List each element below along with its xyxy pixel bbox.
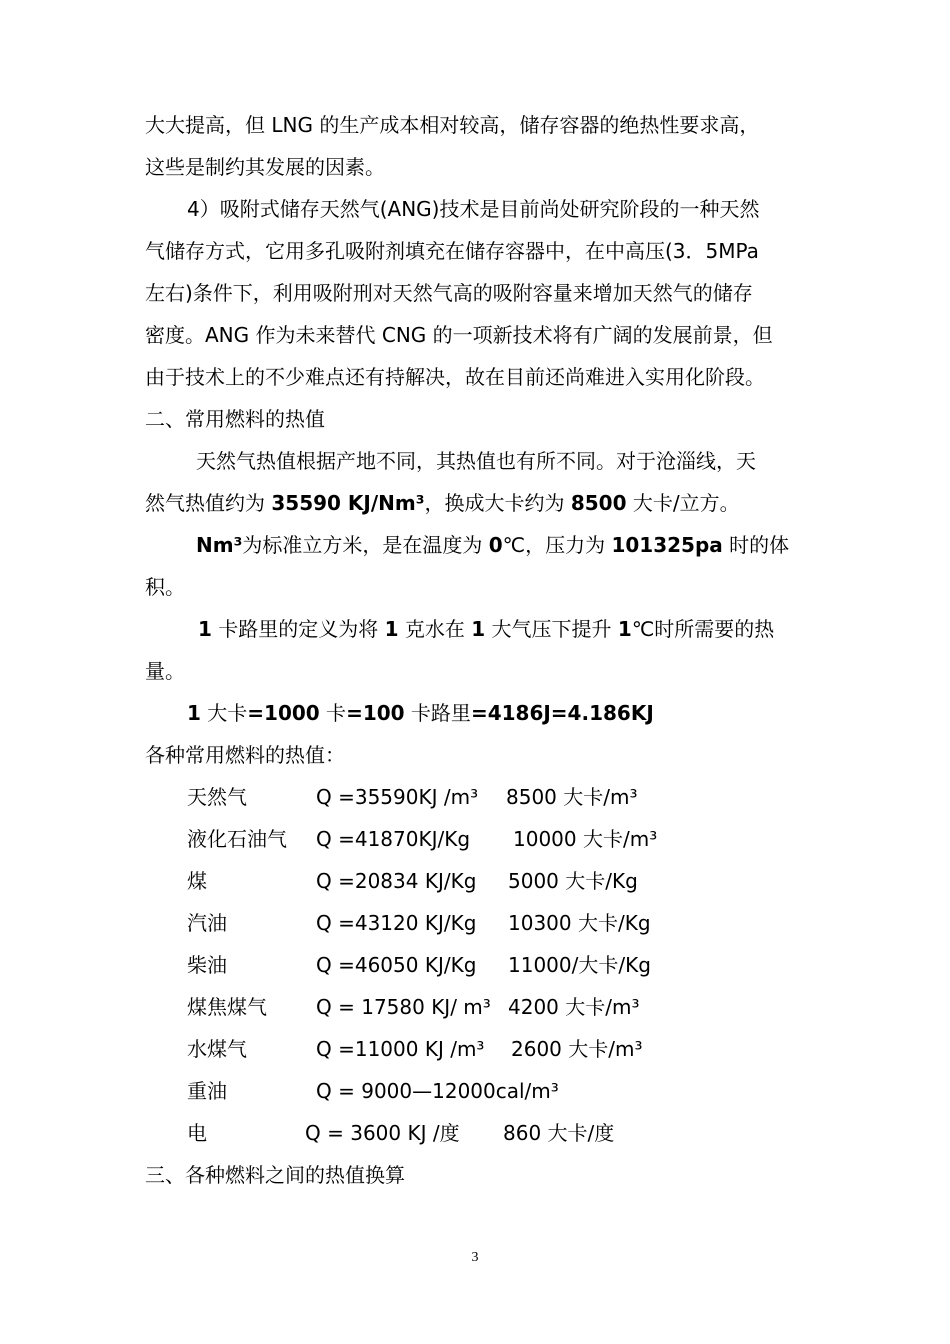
section-heading: 二、常用燃料的热值 [145, 407, 325, 431]
fuel-kcal-value: 2600 大卡/m³ [511, 1037, 643, 1061]
page-number: 3 [471, 1250, 479, 1265]
text-run: 卡 [319, 701, 347, 725]
fuel-heat-value: Q =20834 KJ/Kg [316, 869, 477, 893]
pressure-value: 101325pa [611, 533, 723, 557]
fuel-heat-value: Q = 17580 KJ/ m³ [316, 995, 491, 1019]
fuel-name: 天然气 [187, 785, 247, 809]
temperature-value: 0 [488, 533, 503, 557]
paragraph-line: 左右)条件下，利用吸附刑对天然气高的吸附容量来增加天然气的储存 [145, 281, 753, 305]
fuel-heat-value: Q =11000 KJ /m³ [316, 1037, 485, 1061]
fuel-kcal-value: 5000 大卡/Kg [508, 869, 638, 893]
paragraph-line: 大大提高，但 LNG 的生产成本相对较高，储存容器的绝热性要求高， [145, 113, 760, 137]
number: =1000 [247, 701, 320, 725]
number: =4186J=4.186KJ [470, 701, 654, 725]
paragraph-line [196, 532, 789, 558]
fuel-name: 电 [187, 1121, 207, 1145]
number: 1 [471, 617, 486, 641]
fuel-name: 煤焦煤气 [187, 995, 267, 1019]
text-run: 为标准立方米，是在温度为 [242, 533, 489, 557]
paragraph-line: 4）吸附式储存天然气(ANG)技术是目前尚处研究阶段的一种天然 [187, 197, 760, 221]
text-run: 然气热值约为 [145, 491, 272, 515]
fuel-heat-value: Q = 3600 KJ /度 [305, 1121, 460, 1145]
unit-term: Nm³ [196, 533, 243, 557]
fuel-heat-value: Q =43120 KJ/Kg [316, 911, 477, 935]
paragraph-line: 积。 [145, 575, 185, 599]
text-run: 大卡/立方。 [626, 491, 740, 515]
fuel-heat-value: Q =46050 KJ/Kg [316, 953, 477, 977]
fuel-name: 重油 [187, 1079, 227, 1103]
number: 1 [384, 617, 399, 641]
fuel-kcal-value: 11000/大卡/Kg [508, 953, 651, 977]
paragraph-line: 由于技术上的不少难点还有持解决，故在目前还尚难进入实用化阶段。 [145, 365, 765, 389]
paragraph-line: 量。 [145, 659, 185, 683]
conversion-formula [187, 700, 654, 726]
text-run: 卡路里的定义为将 [211, 617, 385, 641]
text-run: ℃，压力为 [502, 533, 612, 557]
fuel-kcal-value: 860 大卡/度 [503, 1121, 615, 1145]
number: 1 [187, 701, 201, 725]
text-run: 时的体 [722, 533, 790, 557]
number: 1 [617, 617, 632, 641]
fuel-kcal-value: 8500 大卡/m³ [506, 785, 638, 809]
fuel-name: 液化石油气 [187, 827, 287, 851]
fuel-heat-value: Q =41870KJ/Kg [316, 827, 471, 851]
paragraph-line: 气储存方式，它用多孔吸附剂填充在储存容器中，在中高压(3．5MPa [145, 239, 759, 263]
text-run: ，换成大卡约为 [424, 491, 571, 515]
heat-value: 35590 KJ/Nm³ [271, 491, 425, 515]
fuel-kcal-value: 4200 大卡/m³ [508, 995, 640, 1019]
paragraph-line: 这些是制约其发展的因素。 [145, 155, 385, 179]
text-run: 克水在 [398, 617, 472, 641]
fuel-kcal-value: 10300 大卡/Kg [508, 911, 651, 935]
kcal-value: 8500 [570, 491, 627, 515]
number: 1 [198, 617, 212, 641]
paragraph-line: 天然气热值根据产地不同，其热值也有所不同。对于沧淄线，天 [196, 449, 756, 473]
paragraph-line [145, 490, 740, 516]
text-run: 大气压下提升 [485, 617, 618, 641]
section-heading: 三、各种燃料之间的热值换算 [145, 1163, 405, 1187]
text-run: 卡路里 [404, 701, 471, 725]
fuel-kcal-value: 10000 大卡/m³ [513, 827, 658, 851]
fuel-heat-value: Q =35590KJ /m³ [316, 785, 479, 809]
fuel-name: 煤 [187, 869, 207, 893]
list-heading: 各种常用燃料的热值： [145, 743, 345, 767]
text-run: 大卡 [200, 701, 248, 725]
fuel-heat-value: Q = 9000—12000cal/m³ [316, 1079, 559, 1103]
fuel-name: 汽油 [187, 911, 227, 935]
text-run: ℃时所需要的热 [631, 617, 775, 641]
paragraph-line [198, 616, 774, 642]
number: =100 [346, 701, 405, 725]
paragraph-line: 密度。ANG 作为未来替代 CNG 的一项新技术将有广阔的发展前景，但 [145, 323, 773, 347]
fuel-name: 水煤气 [187, 1037, 247, 1061]
fuel-name: 柴油 [187, 953, 227, 977]
